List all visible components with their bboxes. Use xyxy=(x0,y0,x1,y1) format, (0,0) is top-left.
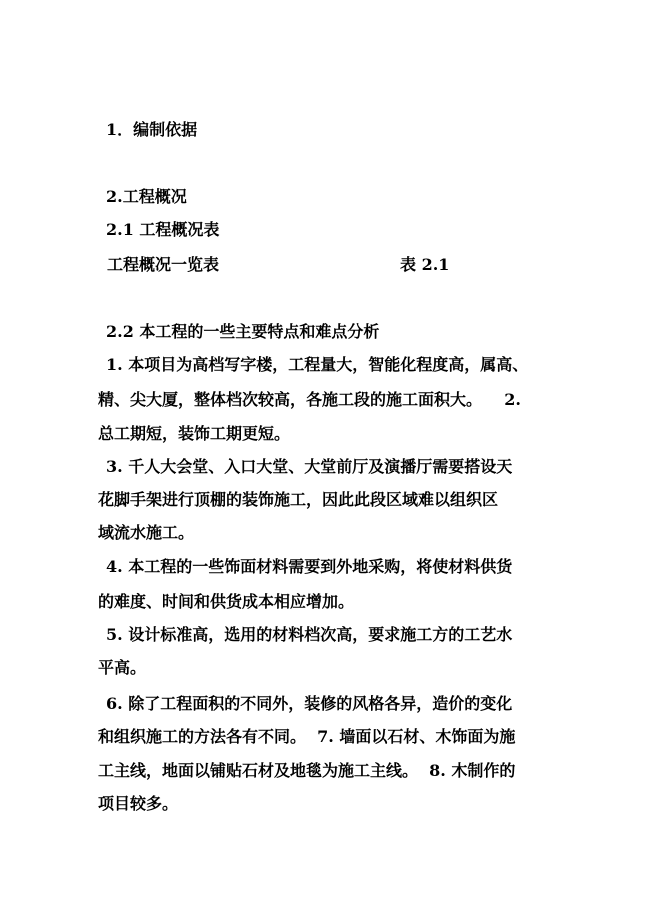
heading-overview-table: 2.1 工程概况表 xyxy=(106,220,220,239)
body-line: 域流水施工。 xyxy=(98,523,195,542)
body-line: 平高。 xyxy=(98,658,147,677)
table-number: 表 2.1 xyxy=(400,255,450,274)
body-line: 和组织施工的方法各有不同。 7. 墙面以石材、木饰面为施 xyxy=(98,727,516,746)
table-caption: 工程概况一览表 xyxy=(107,255,220,274)
body-line: 6. 除了工程面积的不同外，装修的风格各异，造价的变化 xyxy=(106,694,513,713)
body-line: 总工期短，装饰工期更短。 xyxy=(98,424,291,443)
body-line: 精、尖大厦，整体档次较高，各施工段的施工面积大。 2. xyxy=(98,390,521,409)
body-line: 1. 本项目为高档写字楼，工程量大，智能化程度高，属高、 xyxy=(106,355,529,374)
body-line: 工主线，地面以铺贴石材及地毯为施工主线。 8. 木制作的 xyxy=(98,761,516,780)
body-line: 项目较多。 xyxy=(98,794,179,813)
body-line: 花脚手架进行顶棚的装饰施工，因此此段区域难以组织区 xyxy=(98,490,499,509)
heading-features-analysis: 2.2 本工程的一些主要特点和难点分析 xyxy=(106,322,380,341)
body-line: 5. 设计标准高，选用的材料档次高，要求施工方的工艺水 xyxy=(106,625,513,644)
heading-compilation-basis: 1．编制依据 xyxy=(106,120,198,139)
body-line: 3. 千人大会堂、入口大堂、大堂前厅及演播厅需要搭设天 xyxy=(106,457,513,476)
heading-project-overview: 2.工程概况 xyxy=(106,187,187,206)
body-line: 4. 本工程的一些饰面材料需要到外地采购，将使材料供货 xyxy=(106,557,513,576)
body-line: 的难度、时间和供货成本相应增加。 xyxy=(98,592,355,611)
